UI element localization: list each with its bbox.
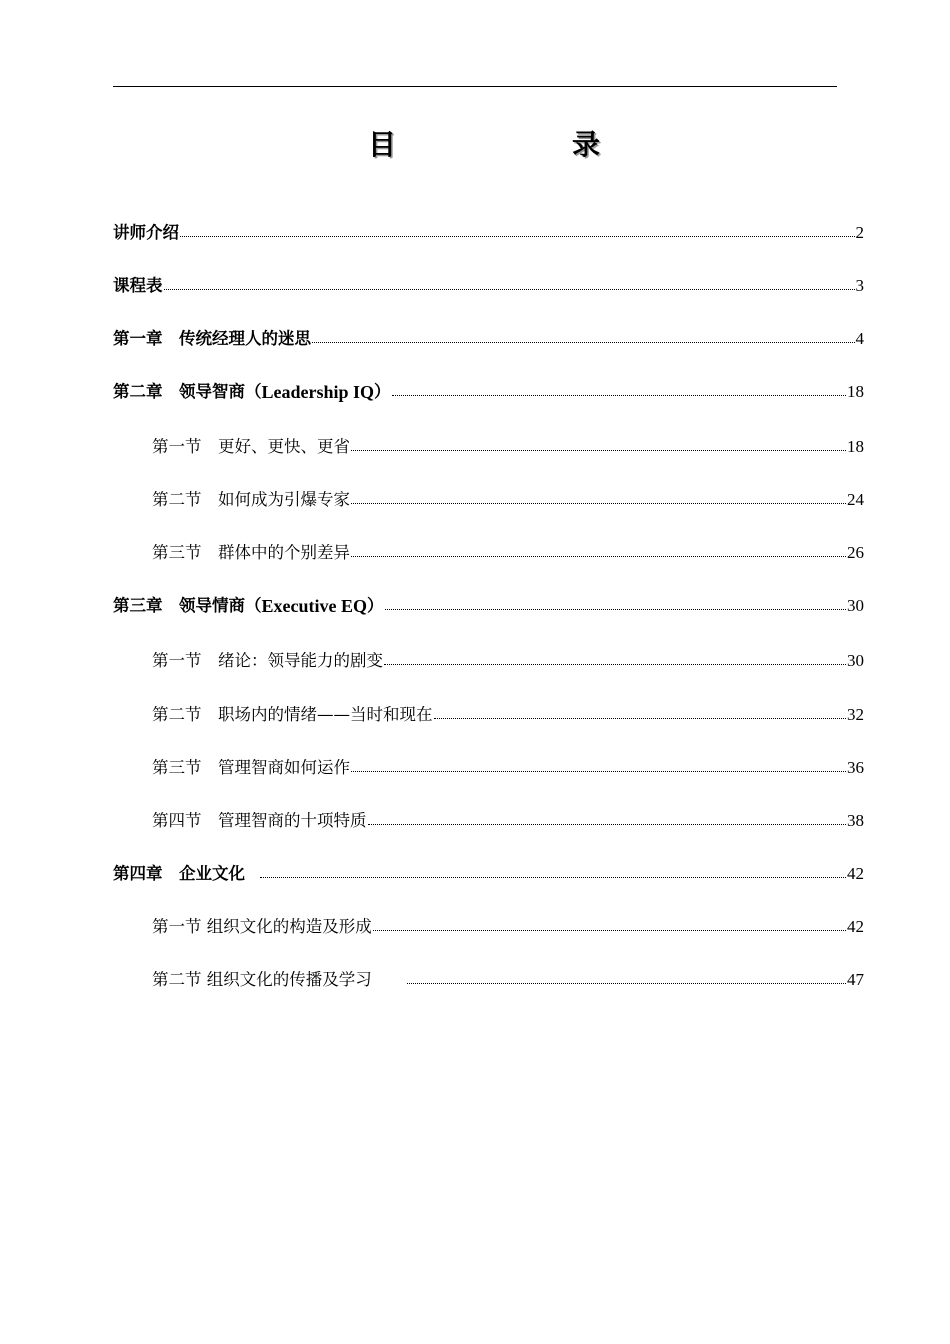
dot-leader — [351, 556, 846, 557]
dot-leader — [434, 718, 847, 719]
toc-title-char-1: 目 — [368, 128, 397, 161]
toc-entry-label-end: ） — [374, 382, 391, 401]
dot-leader — [392, 395, 846, 396]
dot-leader — [351, 503, 846, 504]
toc-title — [368, 124, 618, 166]
toc-entry-3-3[interactable] — [152, 753, 864, 779]
dot-leader — [312, 342, 855, 343]
dot-leader — [260, 877, 846, 878]
toc-entry-2-3[interactable] — [152, 538, 864, 564]
toc-page-number: 42 — [847, 864, 864, 883]
dot-leader — [351, 450, 846, 451]
toc-entry-label: 第四章 企业文化 — [113, 864, 245, 883]
toc-entry-2-2[interactable] — [152, 485, 864, 511]
toc-entry-label: 第三节 管理智商如何运作 — [152, 758, 350, 777]
toc-entry-3-2[interactable] — [152, 700, 864, 726]
toc-page-number: 32 — [847, 705, 864, 724]
toc-page-number: 3 — [855, 276, 864, 295]
toc-entry-label: 讲师介绍 — [113, 223, 179, 242]
toc-entry-label: 第一章 传统经理人的迷思 — [113, 329, 311, 348]
toc-entry-3-1[interactable] — [152, 646, 864, 672]
toc-page-number: 30 — [847, 596, 864, 615]
toc-entry-label-en: Leadership IQ — [261, 382, 375, 402]
toc-title-char-2: 录 — [572, 128, 601, 161]
toc-entry-2-1[interactable] — [152, 432, 864, 458]
toc-entry-label: 第四节 管理智商的十项特质 — [152, 811, 367, 830]
dot-leader — [385, 609, 847, 610]
dot-leader — [373, 930, 846, 931]
toc-page-number: 30 — [847, 651, 864, 670]
toc-page-number: 24 — [847, 490, 864, 509]
toc-entry-label: 第二章 领导智商（ — [113, 382, 262, 401]
toc-page-number: 38 — [847, 811, 864, 830]
toc-entry-instructor[interactable] — [113, 218, 864, 244]
toc-entry-label: 第一节 绪论：领导能力的剧变 — [152, 651, 383, 670]
toc-entry-label: 第一节 更好、更快、更省 — [152, 437, 350, 456]
toc-page-number: 2 — [855, 223, 864, 242]
toc-entry-3-4[interactable] — [152, 806, 864, 832]
toc-page-number: 26 — [847, 543, 864, 562]
toc-entry-chapter-1[interactable] — [113, 324, 864, 350]
toc-entry-label-end: ） — [367, 596, 384, 615]
header-rule — [113, 86, 837, 87]
dot-leader — [368, 824, 847, 825]
toc-entry-4-2[interactable] — [152, 965, 864, 991]
toc-entry-label: 第一节 组织文化的构造及形成 — [152, 917, 372, 936]
toc-entry-label: 第二节 如何成为引爆专家 — [152, 490, 350, 509]
toc-page-number: 47 — [847, 970, 864, 989]
toc-entry-label: 第三节 群体中的个别差异 — [152, 543, 350, 562]
dot-leader — [164, 289, 855, 290]
toc-entry-chapter-2[interactable] — [113, 377, 864, 403]
toc-page-number: 18 — [847, 382, 864, 401]
dot-leader — [384, 664, 846, 665]
toc-entry-4-1[interactable] — [152, 912, 864, 938]
dot-leader — [407, 983, 846, 984]
toc-entry-chapter-4[interactable] — [113, 859, 864, 885]
toc-entry-chapter-3[interactable] — [113, 591, 864, 617]
toc-entry-label-en: Executive EQ — [261, 596, 367, 616]
toc-page-number: 4 — [855, 329, 864, 348]
toc-page-number: 36 — [847, 758, 864, 777]
toc-page-number: 42 — [847, 917, 864, 936]
dot-leader — [351, 771, 846, 772]
toc-entry-label: 第二节 组织文化的传播及学习 — [152, 970, 372, 989]
toc-entry-label: 课程表 — [113, 276, 163, 295]
toc-entry-label: 第三章 领导情商（ — [113, 596, 262, 615]
toc-entry-schedule[interactable] — [113, 271, 864, 297]
toc-page-number: 18 — [847, 437, 864, 456]
toc-entry-label: 第二节 职场内的情绪——当时和现在 — [152, 705, 433, 724]
dot-leader — [180, 236, 855, 237]
